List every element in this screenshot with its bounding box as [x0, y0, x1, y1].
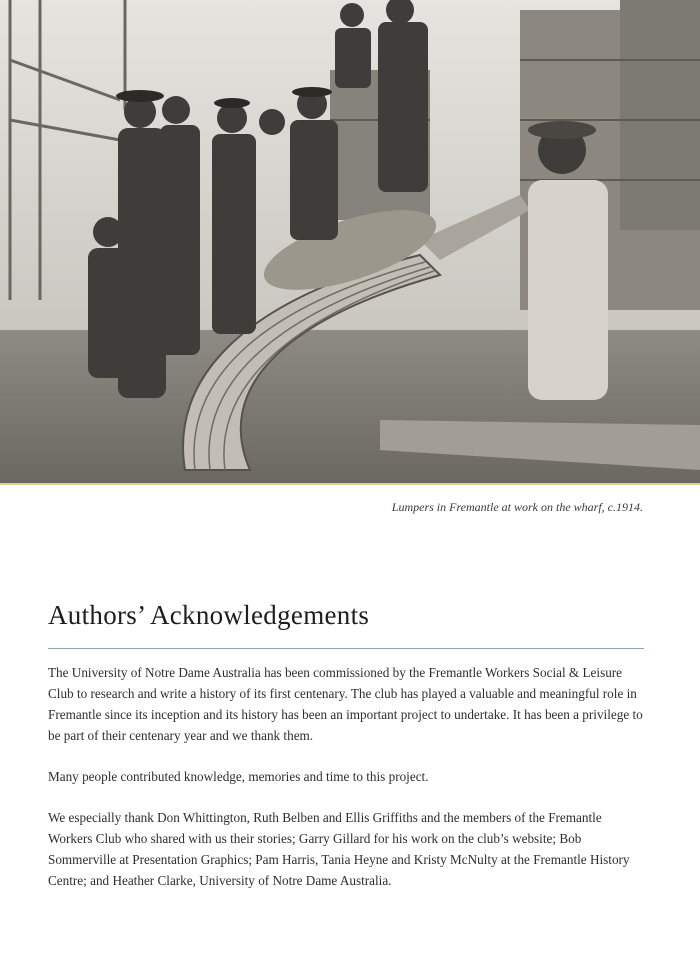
page-title: Authors’ Acknowledgements	[48, 600, 370, 630]
acknowledgements-body	[48, 662, 648, 911]
paragraph: The University of Notre Dame Australia has been commissioned by the Fremantle Workers Social & Leisure Club to research and write a history of its first centenary. The club has played a valuable and meaningful role in Fremantle since its inception and its history has been an important project to undertake. It has been a privilege to be part of their centenary year and we thank them.	[48, 665, 643, 743]
photo-divider	[0, 483, 700, 485]
historic-wharf-photo	[0, 0, 700, 483]
photo-caption: Lumpers in Fremantle at work on the wharf, c.1914.	[391, 500, 643, 514]
title-divider	[48, 648, 644, 649]
paragraph: Many people contributed knowledge, memories and time to this project.	[48, 769, 429, 784]
paragraph: We especially thank Don Whittington, Ruth Belben and Ellis Griffiths and the members of the Fremantle Workers Club who shared with us their stories; Garry Gillard for his work on the club’s website; Bob Sommerville at Presentation Graphics; Pam Harris, Tania Heyne and Kristy McNulty at the Fremantle History Centre; and Heather Clarke, University of Notre Dame Australia.	[48, 810, 630, 888]
